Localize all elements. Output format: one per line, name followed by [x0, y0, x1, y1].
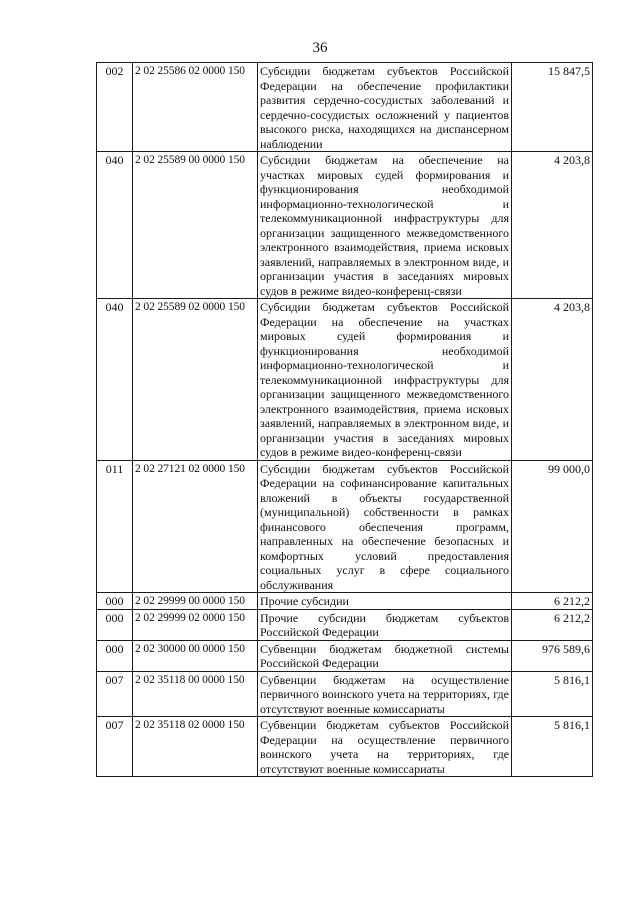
revenue-name-cell: Субсидии бюджетам субъектов Российской Федерации на обеспечение профилактики развития сердечно-сосудистых заболеваний и сердечно-сосудистых осложнений у пациентов высокого риска, находящихся на диспансерном наблюдении	[258, 63, 512, 152]
revenue-name-cell: Прочие субсидии	[258, 593, 512, 610]
admin-code-cell: 002	[97, 63, 133, 152]
amount-cell: 4 203,8	[512, 152, 593, 299]
budget-classification-code-cell: 2 02 27121 02 0000 150	[133, 460, 258, 593]
revenue-name-cell: Субсидии бюджетам субъектов Российской Федерации на софинансирование капитальных вложений в объекты государственной (муниципальной) собственности в рамках финансового обеспечения программ, направленных на обеспечение безопасных и комфортных условий предоставления социальных услуг в сфере социального обслуживания	[258, 460, 512, 593]
admin-code-cell: 040	[97, 152, 133, 299]
admin-code-cell: 007	[97, 671, 133, 717]
revenue-name-cell: Прочие субсидии бюджетам субъектов Российской Федерации	[258, 609, 512, 640]
amount-cell: 4 203,8	[512, 299, 593, 461]
table-row	[97, 717, 593, 777]
amount-cell: 6 212,2	[512, 609, 593, 640]
revenue-name-cell: Субвенции бюджетам бюджетной системы Российской Федерации	[258, 640, 512, 671]
table-row	[97, 609, 593, 640]
admin-code-cell: 000	[97, 609, 133, 640]
admin-code-cell: 007	[97, 717, 133, 777]
revenue-name-cell: Субвенции бюджетам субъектов Российской Федерации на осуществление первичного воинского учета на территориях, где отсутствуют военные комиссариаты	[258, 717, 512, 777]
table-row	[97, 671, 593, 717]
table-row	[97, 640, 593, 671]
table-row	[97, 152, 593, 299]
table-row	[97, 460, 593, 593]
budget-classification-code-cell: 2 02 29999 00 0000 150	[133, 593, 258, 610]
budget-classification-code-cell: 2 02 25589 00 0000 150	[133, 152, 258, 299]
table-row	[97, 299, 593, 461]
revenue-name-cell: Субсидии бюджетам на обеспечение на участках мировых судей формирования и функционирования необходимой информационно-технологической и телекоммуникационной инфраструктуры для организации защищенного межведомственного электронного взаимодействия, приема исковых заявлений, направляемых в электронном виде, и организации участия в заседаниях мировых судов в режиме видео-конференц-связи	[258, 152, 512, 299]
amount-cell: 6 212,2	[512, 593, 593, 610]
budget-revenue-table	[96, 62, 593, 777]
budget-classification-code-cell: 2 02 29999 02 0000 150	[133, 609, 258, 640]
amount-cell: 99 000,0	[512, 460, 593, 593]
page-number: 36	[312, 40, 328, 56]
revenue-name-cell: Субвенции бюджетам на осуществление первичного воинского учета на территориях, где отсутствуют военные комиссариаты	[258, 671, 512, 717]
amount-cell: 15 847,5	[512, 63, 593, 152]
budget-classification-code-cell: 2 02 30000 00 0000 150	[133, 640, 258, 671]
budget-classification-code-cell: 2 02 25586 02 0000 150	[133, 63, 258, 152]
revenue-name-cell: Субсидии бюджетам субъектов Российской Федерации на обеспечение на участках мировых судей формирования и функционирования необходимой информационно-технологической и телекоммуникационной инфраструктуры для организации защищенного межведомственного электронного взаимодействия, приема исковых заявлений, направляемых в электронном виде, и организации участия в заседаниях мировых судов в режиме видео-конференц-связи	[258, 299, 512, 461]
table-row	[97, 63, 593, 152]
budget-classification-code-cell: 2 02 25589 02 0000 150	[133, 299, 258, 461]
admin-code-cell: 011	[97, 460, 133, 593]
admin-code-cell: 000	[97, 640, 133, 671]
budget-classification-code-cell: 2 02 35118 00 0000 150	[133, 671, 258, 717]
budget-classification-code-cell: 2 02 35118 02 0000 150	[133, 717, 258, 777]
admin-code-cell: 000	[97, 593, 133, 610]
amount-cell: 976 589,6	[512, 640, 593, 671]
amount-cell: 5 816,1	[512, 717, 593, 777]
admin-code-cell: 040	[97, 299, 133, 461]
amount-cell: 5 816,1	[512, 671, 593, 717]
table-row	[97, 593, 593, 610]
